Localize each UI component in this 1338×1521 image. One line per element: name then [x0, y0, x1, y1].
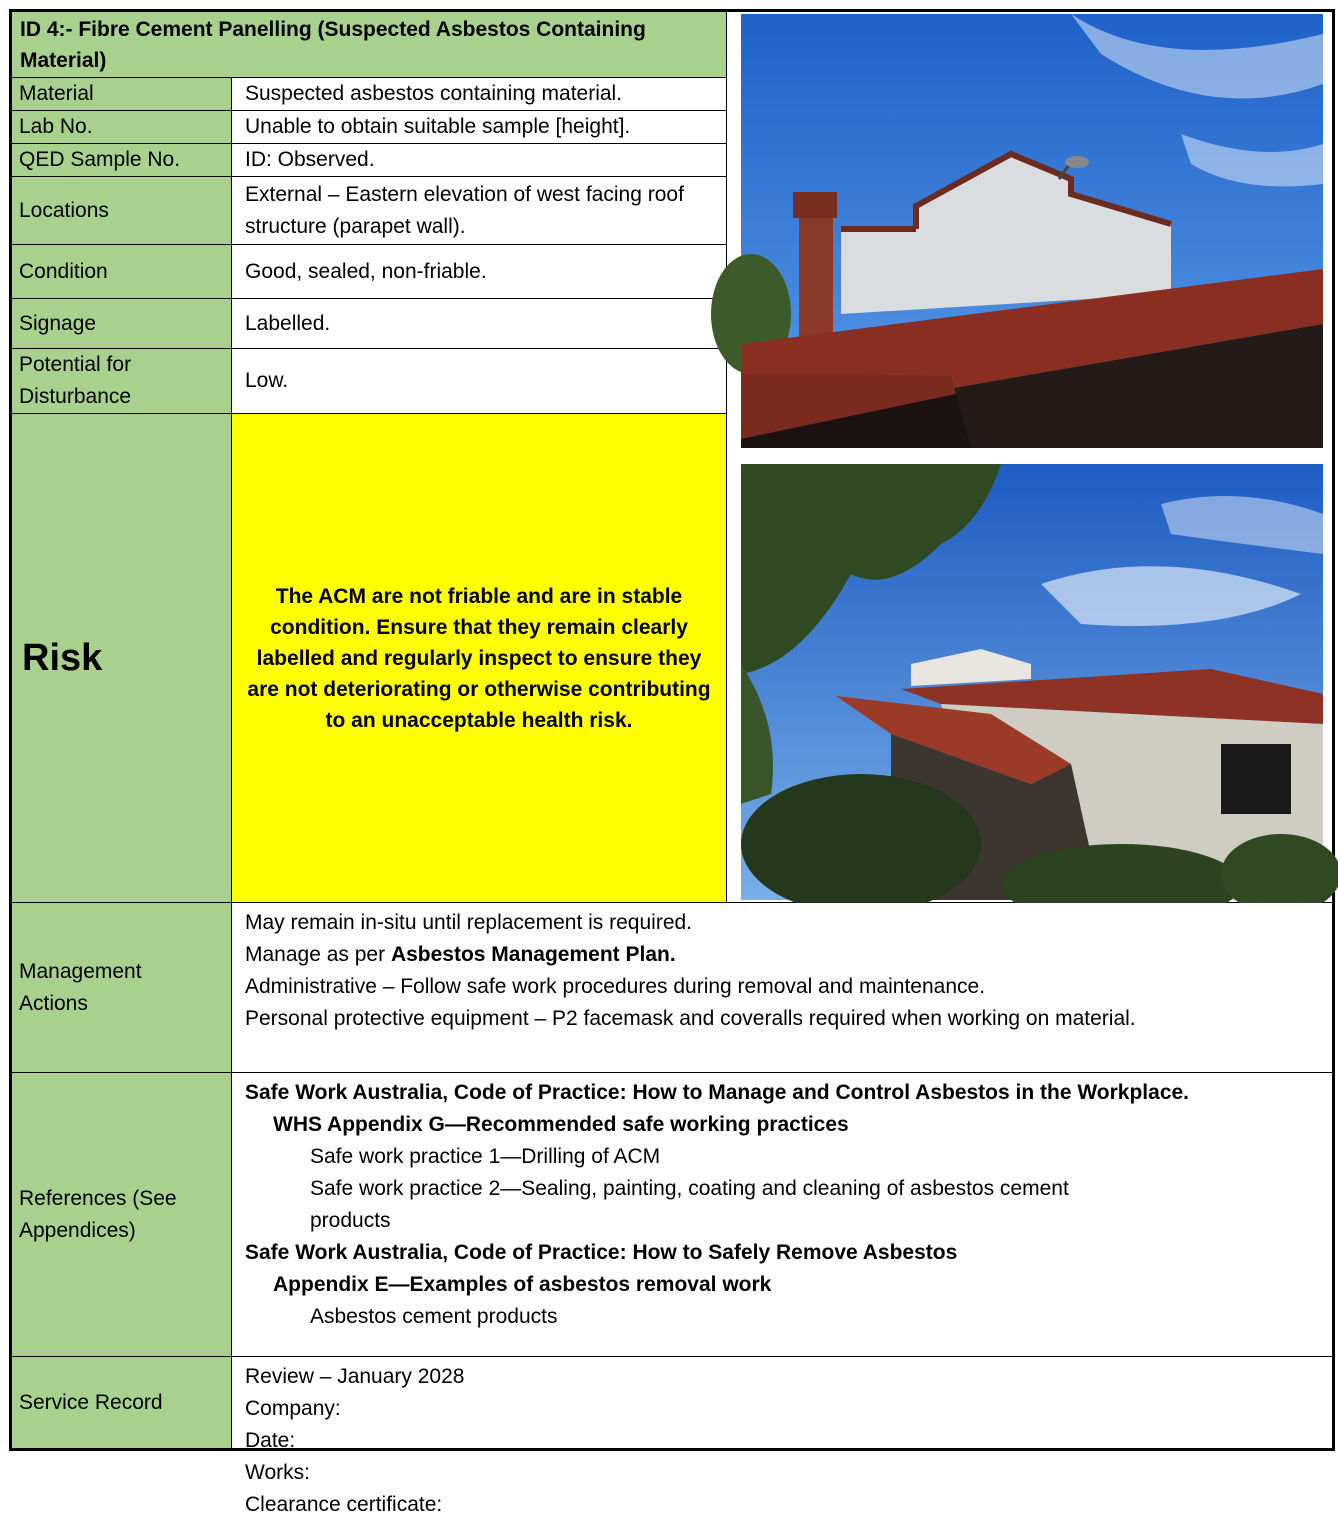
condition-value: Good, sealed, non-friable.	[231, 245, 726, 299]
service-line: Review – January 2028	[245, 1365, 465, 1388]
photo-building-elevation	[741, 464, 1323, 900]
service-line: Works:	[245, 1461, 310, 1484]
service-record-value	[231, 1357, 1332, 1516]
reference-practice: products	[310, 1209, 391, 1232]
potential-disturbance-label: Potential for Disturbance	[12, 349, 231, 414]
references-label: References (See Appendices)	[12, 1073, 231, 1357]
reference-appendix: Appendix E—Examples of asbestos removal work	[273, 1273, 772, 1296]
management-actions-value	[231, 903, 1332, 1073]
locations-value: External – Eastern elevation of west facing roof structure (parapet wall).	[231, 177, 726, 245]
potential-disturbance-value: Low.	[231, 349, 726, 414]
management-line: May remain in-situ until replacement is required.	[245, 911, 693, 934]
risk-label: Risk	[12, 414, 231, 903]
material-value: Suspected asbestos containing material.	[231, 78, 726, 111]
references-value	[231, 1073, 1332, 1357]
management-line: Personal protective equipment – P2 facemask and coveralls required when working on material.	[245, 1007, 1136, 1030]
reference-code-title: Safe Work Australia, Code of Practice: How to Safely Remove Asbestos	[245, 1241, 958, 1264]
service-line: Date:	[245, 1429, 296, 1452]
lab-no-label: Lab No.	[12, 111, 231, 144]
reference-appendix: WHS Appendix G—Recommended safe working practices	[273, 1113, 849, 1136]
service-line: Company:	[245, 1397, 341, 1420]
risk-statement: The ACM are not friable and are in stable condition. Ensure that they remain clearly labelled and regularly inspect to ensure they are not deteriorating or otherwise contributing to an unacceptable health risk.	[231, 414, 726, 903]
qed-sample-no-value: ID: Observed.	[231, 144, 726, 177]
locations-label: Locations	[12, 177, 231, 245]
management-line: Administrative – Follow safe work procedures during removal and maintenance.	[245, 975, 986, 998]
reference-practice: Asbestos cement products	[310, 1305, 558, 1328]
management-line: Manage as per Asbestos Management Plan.	[245, 943, 676, 966]
lab-no-value: Unable to obtain suitable sample [height].	[231, 111, 726, 144]
management-actions-label: Management Actions	[12, 903, 231, 1073]
reference-code-title: Safe Work Australia, Code of Practice: How to Manage and Control Asbestos in the Workplace.	[245, 1081, 1190, 1104]
signage-label: Signage	[12, 299, 231, 349]
service-line: Clearance certificate:	[245, 1493, 443, 1516]
photo-roof-parapet	[741, 14, 1323, 448]
service-record-label: Service Record	[12, 1357, 231, 1448]
asbestos-register-sheet	[9, 9, 1335, 1516]
signage-value: Labelled.	[231, 299, 726, 349]
reference-practice: Safe work practice 1—Drilling of ACM	[310, 1145, 661, 1168]
reference-practice: Safe work practice 2—Sealing, painting, coating and cleaning of asbestos cement	[310, 1177, 1069, 1200]
item-header: ID 4:- Fibre Cement Panelling (Suspected Asbestos Containing Material)	[12, 12, 726, 78]
material-label: Material	[12, 78, 231, 111]
condition-label: Condition	[12, 245, 231, 299]
qed-sample-no-label: QED Sample No.	[12, 144, 231, 177]
